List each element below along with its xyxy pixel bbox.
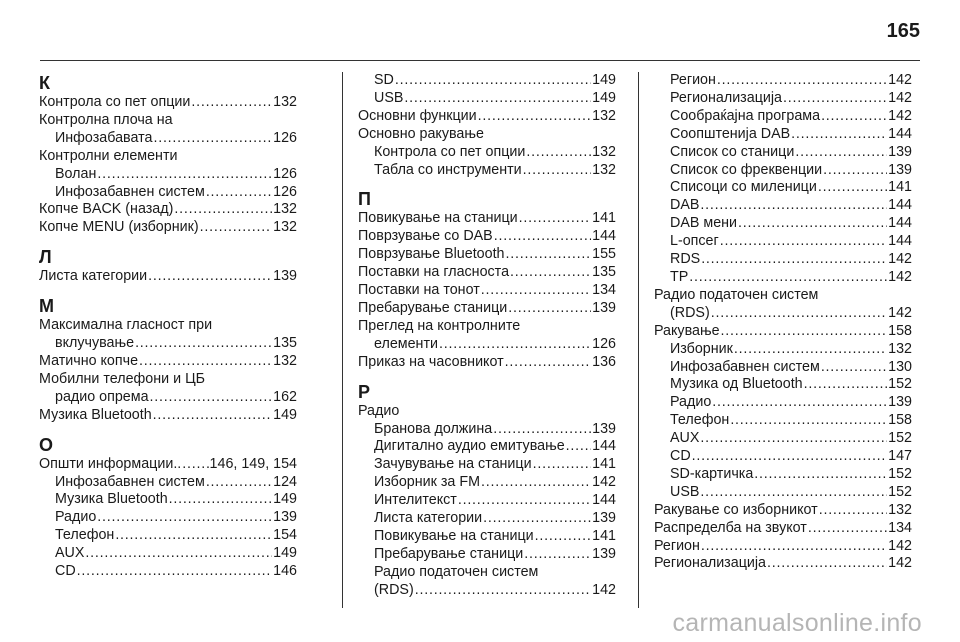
dot-leader <box>169 491 272 509</box>
entry-term: Инфозабавнен систем <box>55 183 205 200</box>
dot-leader <box>206 474 272 492</box>
entry-term: (RDS) <box>374 581 414 598</box>
column-divider <box>638 72 639 608</box>
index-subentry <box>654 144 912 162</box>
index-subentry <box>654 484 912 502</box>
entry-term: Музика Bluetooth <box>39 406 152 423</box>
dot-leader <box>523 162 591 180</box>
entry-page-ref: 142 <box>888 89 912 106</box>
index-subentry <box>654 412 912 430</box>
dot-leader <box>524 546 591 564</box>
index-entry <box>358 300 616 318</box>
watermark: carmanualsonline.info <box>672 609 922 637</box>
entry-term: Инфозабавнен систем <box>55 473 205 490</box>
dot-leader <box>712 394 887 412</box>
entry-term: Интелитекст <box>374 492 457 509</box>
entry-page-ref: 126 <box>273 165 297 182</box>
entry-term: Телефон <box>670 412 730 429</box>
entry-term: USB <box>670 483 700 500</box>
index-subentry <box>654 179 912 197</box>
entry-page-ref: 144 <box>888 197 912 214</box>
index-subentry <box>358 510 616 528</box>
entry-page-ref: 142 <box>888 537 912 554</box>
dot-leader <box>818 179 887 197</box>
entry-term: Распределба на звукот <box>654 519 807 536</box>
index-subentry <box>358 474 616 492</box>
index-entry-heading: Радио податочен систем <box>374 563 539 580</box>
dot-leader <box>711 305 887 323</box>
entry-page-ref: 154 <box>273 527 297 544</box>
index-subentry <box>654 269 912 287</box>
entry-page-ref: 135 <box>273 335 297 352</box>
entry-page-ref: 126 <box>273 183 297 200</box>
entry-page-ref: 142 <box>592 474 616 491</box>
entry-page-ref: 139 <box>592 420 616 437</box>
index-subentry <box>39 491 297 509</box>
index-subentry <box>358 144 616 162</box>
entry-term: Листа категории <box>374 510 483 527</box>
entry-page-ref: 162 <box>273 388 297 405</box>
dot-leader <box>701 538 887 556</box>
dot-leader <box>821 108 887 126</box>
index-subentry <box>654 448 912 466</box>
entry-page-ref: 132 <box>888 340 912 357</box>
index-entry <box>358 246 616 264</box>
index-letter-heading: К <box>39 73 50 93</box>
dot-leader <box>730 412 887 430</box>
entry-term: Список со станици <box>670 143 795 160</box>
dot-leader <box>395 72 591 90</box>
entry-term: Контрола со пет опции <box>374 143 526 160</box>
index-subentry <box>654 251 912 269</box>
entry-term: CD <box>55 563 76 580</box>
entry-page-ref: 142 <box>888 251 912 268</box>
entry-term: Листа категории <box>39 268 148 285</box>
index-entry-heading: Преглед на контролните <box>358 317 521 334</box>
index-subentry <box>654 215 912 233</box>
index-subentry <box>358 492 616 510</box>
dot-leader <box>150 389 273 407</box>
dot-leader <box>808 520 887 538</box>
index-entry <box>39 353 297 371</box>
dot-leader <box>717 72 887 90</box>
dot-leader <box>819 502 887 520</box>
index-subentry <box>358 421 616 439</box>
entry-term: Радио <box>55 509 97 526</box>
index-subentry <box>654 305 912 323</box>
index-subentry <box>654 376 912 394</box>
entry-page-ref: 152 <box>888 465 912 482</box>
entry-page-ref: 142 <box>888 555 912 572</box>
entry-term: Поврзување Bluetooth <box>358 246 505 263</box>
entry-term: елементи <box>374 335 438 352</box>
index-entry <box>358 354 616 372</box>
index-subentry <box>39 130 297 148</box>
index-subentry <box>39 545 297 563</box>
dot-leader <box>174 201 272 219</box>
entry-page-ref: 132 <box>273 219 297 236</box>
entry-term: Основни функции <box>358 107 477 124</box>
entry-term: AUX <box>670 430 700 447</box>
dot-leader <box>206 184 272 202</box>
entry-page-ref: 139 <box>273 268 297 285</box>
dot-leader <box>97 509 272 527</box>
dot-leader <box>701 251 887 269</box>
entry-term: Списоци со миленици <box>670 179 817 196</box>
entry-page-ref: 139 <box>592 299 616 316</box>
dot-leader <box>566 438 591 456</box>
entry-term: Приказ на часовникот <box>358 353 504 370</box>
dot-leader <box>700 197 887 215</box>
dot-leader <box>526 144 591 162</box>
entry-term: DAB мени <box>670 215 738 232</box>
entry-term: Поставки на гласноста <box>358 264 510 281</box>
dot-leader <box>481 474 591 492</box>
index-subentry <box>39 166 297 184</box>
index-subentry <box>654 394 912 412</box>
entry-term: Регионализација <box>670 89 782 106</box>
entry-page-ref: 142 <box>888 304 912 321</box>
dot-leader <box>200 219 273 237</box>
index-subentry <box>358 546 616 564</box>
entry-page-ref: 141 <box>592 210 616 227</box>
dot-leader <box>478 108 592 126</box>
entry-term: Табла со инструменти <box>374 161 522 178</box>
entry-term: Контрола со пет опции <box>39 94 191 110</box>
entry-term: Сообраќајна програма <box>670 107 821 124</box>
entry-page-ref: 136 <box>592 353 616 370</box>
dot-leader <box>700 484 887 502</box>
entry-page-ref: 132 <box>592 143 616 160</box>
index-subentry <box>39 509 297 527</box>
index-subentry <box>39 563 297 581</box>
entry-term: Ракување <box>654 322 720 339</box>
entry-term: Регионализација <box>654 555 766 572</box>
entry-page-ref: 149 <box>273 491 297 508</box>
entry-term: L-опсег <box>670 233 719 250</box>
index-subentry <box>654 108 912 126</box>
entry-term: TP <box>670 268 689 285</box>
index-column-2 <box>358 72 616 600</box>
index-subentry <box>654 233 912 251</box>
index-entry <box>654 555 912 573</box>
entry-page-ref: 132 <box>273 201 297 218</box>
index-letter-heading: О <box>39 434 54 455</box>
index-subentry <box>358 456 616 474</box>
page-number: 165 <box>886 20 920 42</box>
dot-leader <box>481 282 591 300</box>
entry-term: Пребарување станици <box>374 545 524 562</box>
entry-page-ref: 149 <box>273 406 297 423</box>
entry-term: RDS <box>670 251 701 268</box>
entry-term: SD <box>374 72 394 88</box>
dot-leader <box>439 336 591 354</box>
index-entry <box>654 323 912 341</box>
entry-page-ref: 149 <box>592 72 616 88</box>
dot-leader <box>535 528 591 546</box>
entry-term: Повикување на станици <box>358 210 518 227</box>
dot-leader <box>153 407 272 425</box>
index-entry <box>358 282 616 300</box>
index-entry <box>358 210 616 228</box>
entry-page-ref: 139 <box>273 509 297 526</box>
entry-page-ref: 139 <box>592 510 616 527</box>
entry-page-ref: 141 <box>592 527 616 544</box>
dot-leader <box>483 510 591 528</box>
entry-term: Пребарување станици <box>358 299 508 316</box>
index-subentry <box>654 126 912 144</box>
index-letter-heading: М <box>39 296 54 317</box>
index-entry <box>654 520 912 538</box>
index-subentry <box>39 389 297 407</box>
dot-leader <box>139 353 272 371</box>
dot-leader <box>508 300 591 318</box>
dot-leader <box>738 215 887 233</box>
index-entry <box>358 108 616 126</box>
entry-page-ref: 152 <box>888 376 912 393</box>
index-column-1 <box>39 72 297 581</box>
entry-term: CD <box>670 448 691 465</box>
index-entry <box>358 264 616 282</box>
dot-leader <box>823 162 887 180</box>
index-subentry <box>654 341 912 359</box>
entry-term: Музика од Bluetooth <box>670 376 803 393</box>
dot-leader <box>85 545 272 563</box>
dot-leader <box>191 94 272 112</box>
index-entry <box>654 502 912 520</box>
index-entry <box>39 268 297 286</box>
index-letter-heading: П <box>358 189 371 210</box>
entry-page-ref: 152 <box>888 430 912 447</box>
index-subentry <box>358 162 616 180</box>
entry-page-ref: 146, 149, 154 <box>209 455 297 472</box>
dot-leader <box>135 335 272 353</box>
index-entry-heading: Контролни елементи <box>39 147 178 164</box>
entry-page-ref: 158 <box>888 322 912 339</box>
dot-leader <box>458 492 591 510</box>
entry-page-ref: 132 <box>273 94 297 110</box>
entry-term: Бранова должина <box>374 420 493 437</box>
index-subentry <box>654 466 912 484</box>
dot-leader <box>783 90 887 108</box>
entry-page-ref: 142 <box>888 268 912 285</box>
entry-term: Регион <box>654 537 700 554</box>
index-entry-heading: Радио податочен систем <box>654 286 819 303</box>
dot-leader <box>720 233 887 251</box>
entry-page-ref: 144 <box>888 233 912 250</box>
entry-term: DAB <box>670 197 700 214</box>
index-subentry <box>654 197 912 215</box>
entry-term: вклучување <box>55 335 135 352</box>
dot-leader <box>493 421 591 439</box>
index-entry <box>39 94 297 112</box>
dot-leader <box>415 582 591 600</box>
entry-page-ref: 132 <box>888 501 912 518</box>
entry-page-ref: 139 <box>888 143 912 160</box>
entry-page-ref: 142 <box>592 581 616 598</box>
index-subentry <box>654 162 912 180</box>
dot-leader <box>721 323 888 341</box>
dot-leader <box>494 228 591 246</box>
entry-page-ref: 132 <box>592 161 616 178</box>
dot-leader <box>533 456 592 474</box>
index-entry <box>358 228 616 246</box>
entry-term: (RDS) <box>670 304 710 321</box>
entry-page-ref: 139 <box>888 161 912 178</box>
entry-term: SD-картичка <box>670 465 754 482</box>
index-entry <box>39 219 297 237</box>
entry-page-ref: 142 <box>888 107 912 124</box>
entry-term: Повикување на станици <box>374 527 534 544</box>
entry-term: AUX <box>55 545 85 562</box>
entry-page-ref: 124 <box>273 473 297 490</box>
entry-page-ref: 142 <box>888 72 912 88</box>
entry-term: Копче MENU (изборник) <box>39 219 199 236</box>
entry-term: Зачувување на станици <box>374 456 532 473</box>
entry-term: Музика Bluetooth <box>55 491 168 508</box>
entry-term: Инфозабавнен систем <box>670 358 820 375</box>
entry-term: Соопштенија DAB <box>670 125 791 142</box>
entry-page-ref: 132 <box>273 352 297 369</box>
index-subentry <box>358 528 616 546</box>
index-entry-heading: Радио <box>358 402 400 419</box>
dot-leader <box>510 264 591 282</box>
index-entry-heading: Мобилни телефони и ЦБ <box>39 370 206 387</box>
index-subentry <box>358 90 616 108</box>
index-subentry <box>654 72 912 90</box>
entry-page-ref: 134 <box>888 519 912 536</box>
dot-leader <box>182 456 208 474</box>
dot-leader <box>692 448 887 466</box>
entry-term: Поврзување со DAB <box>358 228 493 245</box>
entry-page-ref: 144 <box>592 228 616 245</box>
dot-leader <box>804 376 888 394</box>
entry-term: Инфозабавата <box>55 129 153 146</box>
entry-page-ref: 130 <box>888 358 912 375</box>
entry-page-ref: 147 <box>888 448 912 465</box>
entry-term: Копче BACK (назад) <box>39 201 174 218</box>
dot-leader <box>795 144 887 162</box>
entry-page-ref: 149 <box>592 89 616 106</box>
entry-term: Телефон <box>55 527 115 544</box>
entry-term: Поставки на тонот <box>358 282 480 299</box>
dot-leader <box>689 269 887 287</box>
dot-leader <box>700 430 887 448</box>
entry-page-ref: 146 <box>273 563 297 580</box>
dot-leader <box>148 268 272 286</box>
entry-term: Изборник <box>670 340 733 357</box>
entry-page-ref: 134 <box>592 282 616 299</box>
dot-leader <box>506 246 592 264</box>
index-letter-heading: Р <box>358 381 371 402</box>
index-entry-heading: Основно ракување <box>358 125 484 142</box>
index-entry <box>654 538 912 556</box>
entry-term: USB <box>374 89 404 106</box>
entry-page-ref: 152 <box>888 483 912 500</box>
dot-leader <box>754 466 887 484</box>
entry-page-ref: 126 <box>273 129 297 146</box>
index-subentry <box>358 72 616 90</box>
dot-leader <box>505 354 591 372</box>
index-subentry <box>39 527 297 545</box>
entry-term: Дигитално аудио емитување <box>374 438 565 455</box>
index-entry <box>39 456 297 474</box>
entry-page-ref: 144 <box>888 215 912 232</box>
entry-page-ref: 144 <box>888 125 912 142</box>
dot-leader <box>77 563 272 581</box>
index-subentry <box>39 335 297 353</box>
entry-page-ref: 141 <box>888 179 912 196</box>
entry-page-ref: 144 <box>592 438 616 455</box>
entry-term: Регион <box>670 72 716 88</box>
dot-leader <box>734 341 887 359</box>
dot-leader <box>767 555 887 573</box>
entry-term: Радио <box>670 394 712 411</box>
index-subentry <box>358 336 616 354</box>
dot-leader <box>115 527 272 545</box>
entry-page-ref: 149 <box>273 545 297 562</box>
index-entry-heading: Максимална гласност при <box>39 317 213 334</box>
entry-page-ref: 135 <box>592 264 616 281</box>
entry-page-ref: 139 <box>592 545 616 562</box>
index-entry <box>39 407 297 425</box>
column-divider <box>342 72 343 608</box>
index-subentry <box>39 184 297 202</box>
dot-leader <box>153 130 272 148</box>
index-subentry <box>358 582 616 600</box>
dot-leader <box>97 166 272 184</box>
dot-leader <box>519 210 591 228</box>
index-subentry <box>358 438 616 456</box>
entry-page-ref: 158 <box>888 412 912 429</box>
entry-term: радио опрема <box>55 388 149 405</box>
index-subentry <box>654 359 912 377</box>
entry-term: Волан <box>55 165 97 182</box>
entry-page-ref: 144 <box>592 492 616 509</box>
entry-term: Матично копче <box>39 352 139 369</box>
index-letter-heading: Л <box>39 247 52 268</box>
entry-page-ref: 126 <box>592 335 616 352</box>
index-subentry <box>654 90 912 108</box>
header-rule <box>40 60 920 61</box>
entry-term: Ракување со изборникот <box>654 501 818 518</box>
entry-page-ref: 141 <box>592 456 616 473</box>
entry-term: Општи информации.. <box>39 455 182 472</box>
entry-term: Список со фреквенции <box>670 161 823 178</box>
index-subentry <box>654 430 912 448</box>
index-subentry <box>39 474 297 492</box>
index-entry <box>39 201 297 219</box>
index-column-3 <box>654 72 912 573</box>
dot-leader <box>821 359 887 377</box>
entry-page-ref: 132 <box>592 107 616 124</box>
dot-leader <box>404 90 591 108</box>
index-entry-heading: Контролна плоча на <box>39 111 173 128</box>
entry-page-ref: 139 <box>888 394 912 411</box>
entry-term: Изборник за FM <box>374 474 480 491</box>
dot-leader <box>791 126 887 144</box>
entry-page-ref: 155 <box>592 246 616 263</box>
